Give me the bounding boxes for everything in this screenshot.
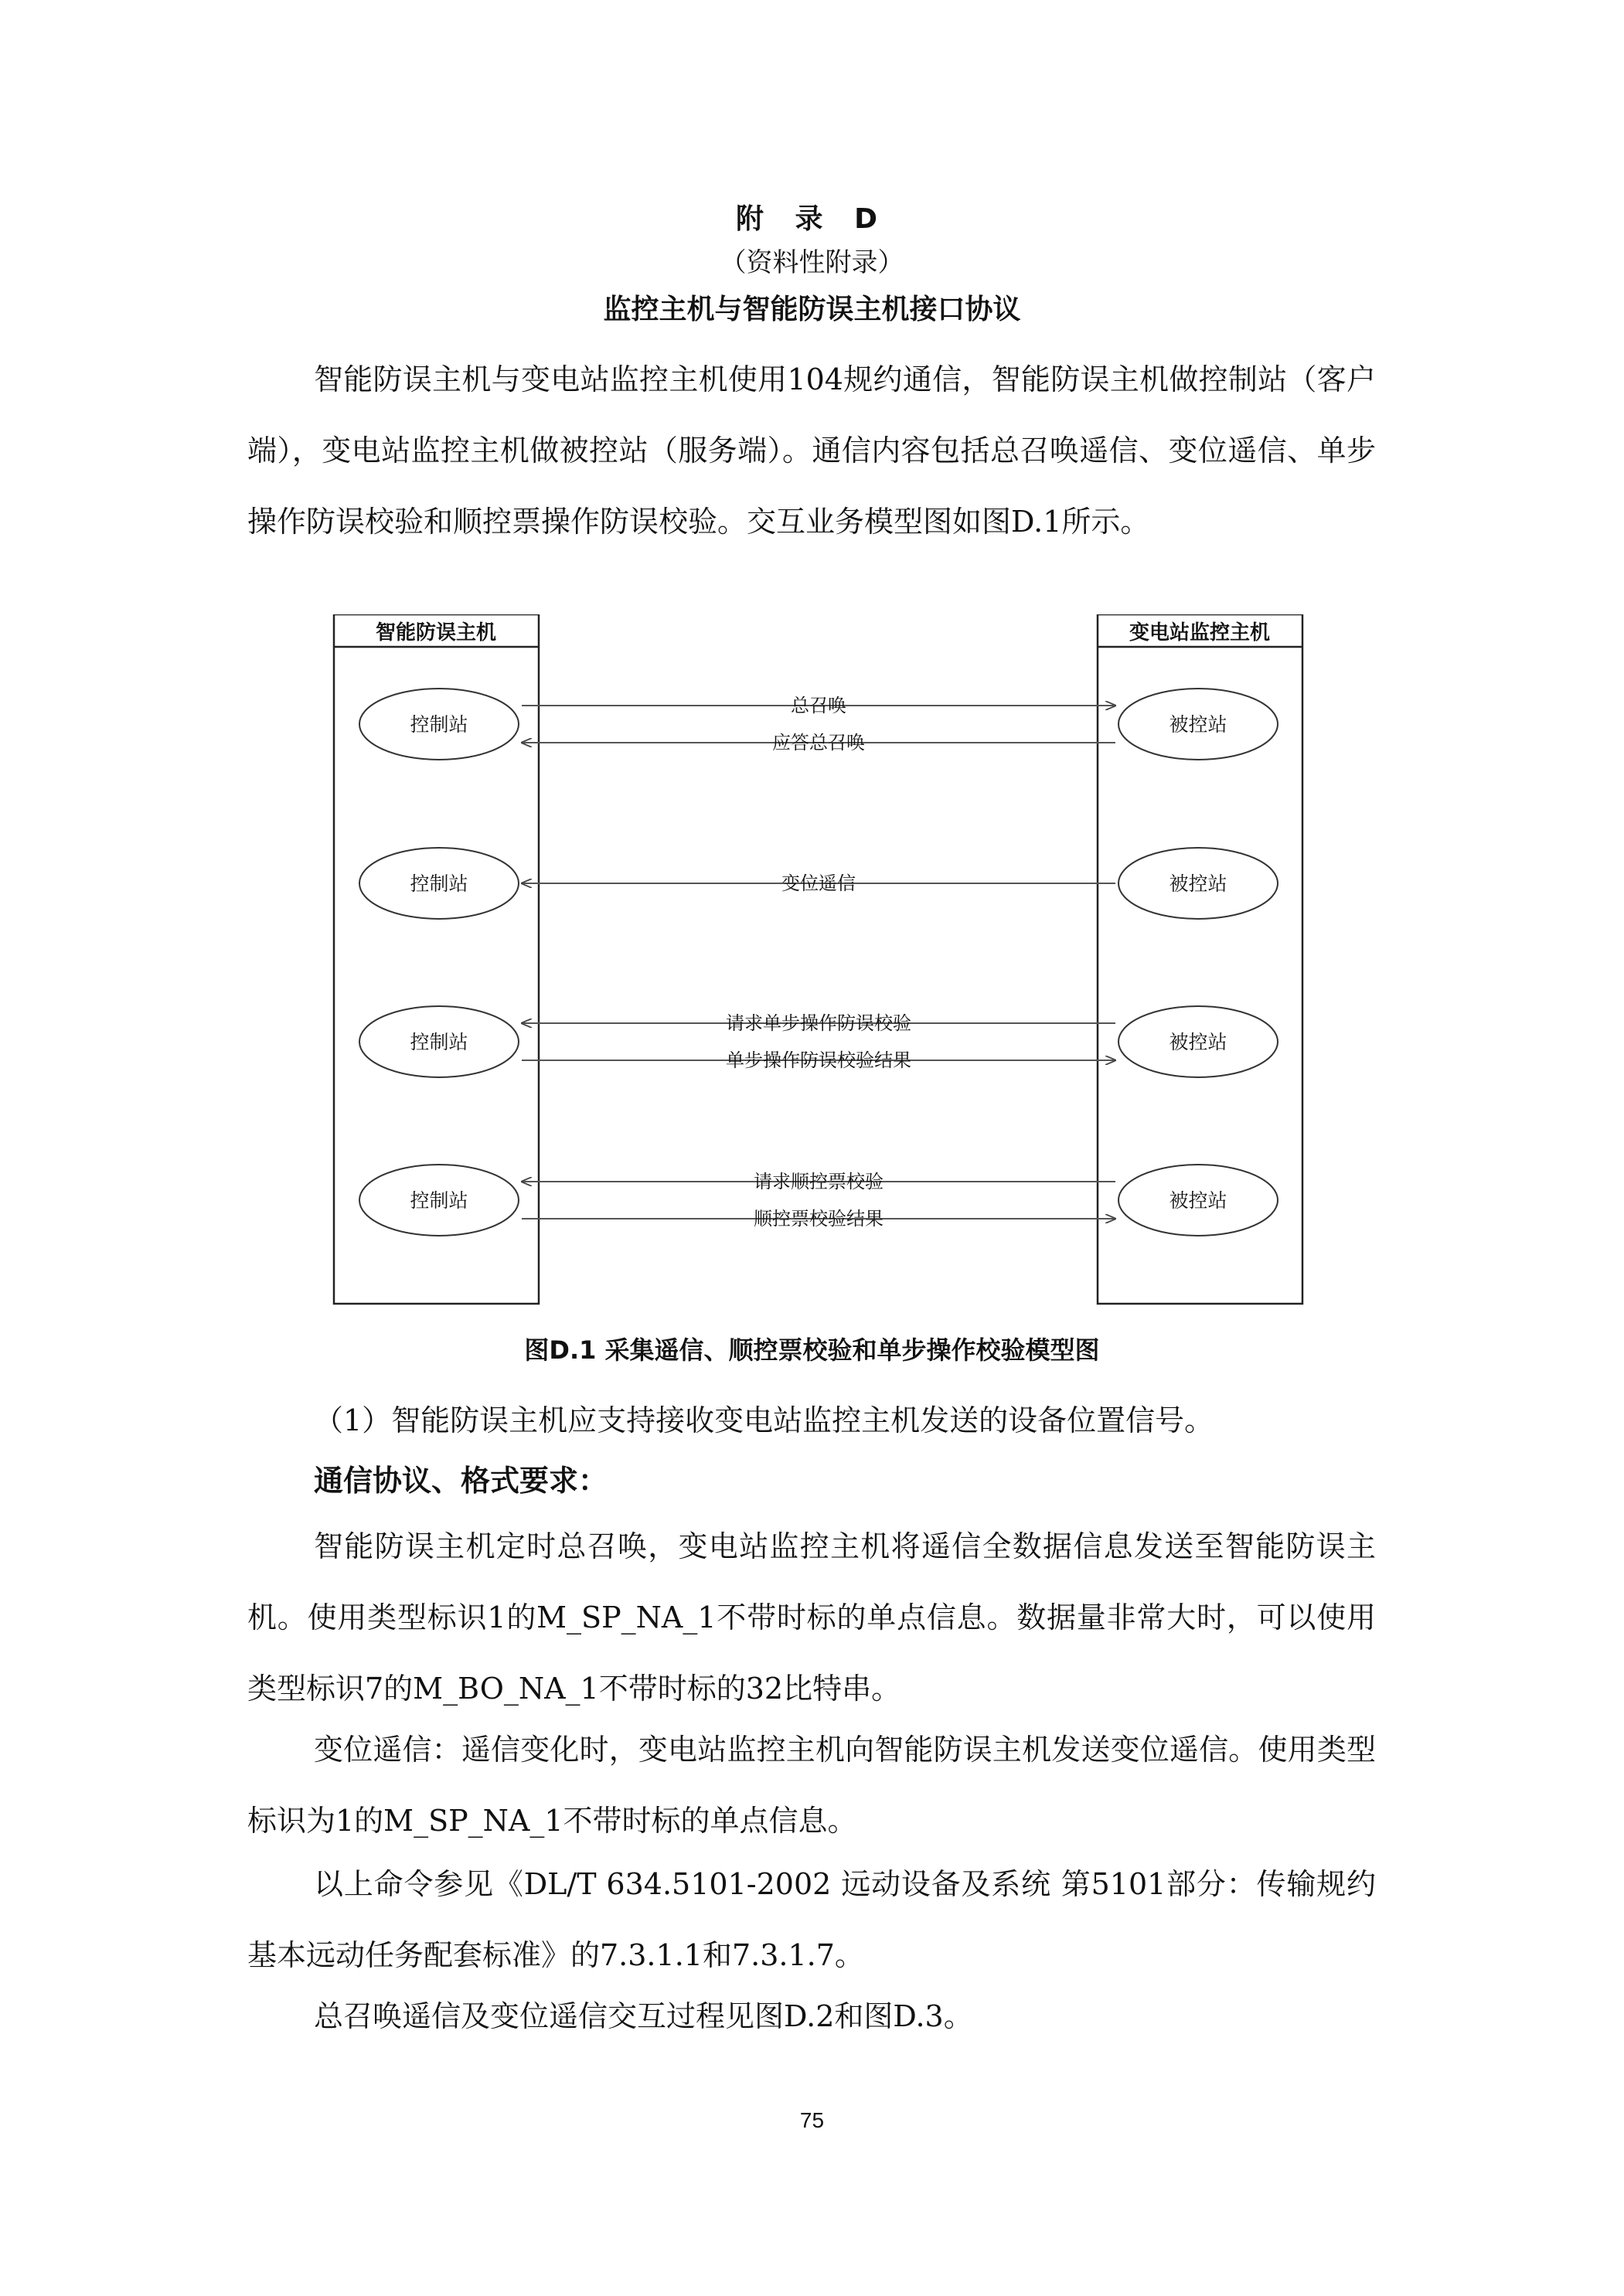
left-host-title: 智能防误主机 xyxy=(375,621,497,645)
control-station-label: 控制站 xyxy=(410,713,468,736)
protocol-heading: 通信协议、格式要求： xyxy=(314,1464,608,1498)
appendix-title: 附 录 D xyxy=(736,203,888,235)
message-label: 请求单步操作防误校验 xyxy=(726,1012,911,1034)
control-station-label: 控制站 xyxy=(410,872,468,895)
message-label: 应答总召唤 xyxy=(772,732,865,753)
controlled-station-label: 被控站 xyxy=(1169,872,1227,895)
exchange-row-3 xyxy=(359,1006,1278,1077)
control-station-label: 控制站 xyxy=(410,1031,468,1053)
controlled-station-label: 被控站 xyxy=(1169,1189,1227,1212)
exchange-row-4 xyxy=(359,1165,1278,1236)
paragraph-5: 以上命令参见《DL/T 634.5101-2002 远动设备及系统 第5101部分：传输规约 基本远动任务配套标准》的7.3.1.1和7.3.1.7。 xyxy=(247,1867,1376,1972)
message-label: 总召唤 xyxy=(791,695,846,716)
paragraph-1: （1）智能防误主机应支持接收变电站监控主机发送的设备位置信号。 xyxy=(314,1403,1214,1437)
controlled-station-label: 被控站 xyxy=(1169,713,1227,736)
paragraph-3: 智能防误主机定时总召唤，变电站监控主机将遥信全数据信息发送至智能防误主机。使用类型标识1的M_SP_NA_1不带时标的单点信息。数据量非常大时，可以使用类型标识7的M_BO_NA_1不带时标的32比特串。 xyxy=(247,1529,1376,1706)
message-label: 变位遥信 xyxy=(781,872,856,894)
figure-caption: 图D.1 采集遥信、顺控票校验和单步操作校验模型图 xyxy=(524,1335,1100,1365)
right-host-title: 变电站监控主机 xyxy=(1129,621,1271,645)
page-number: 75 xyxy=(799,2108,825,2132)
interaction-model-diagram xyxy=(325,614,1314,1310)
exchange-row-2 xyxy=(359,848,1278,919)
appendix-heading: 监控主机与智能防误主机接口协议 xyxy=(603,294,1021,325)
appendix-subtitle: （资料性附录） xyxy=(720,247,904,278)
paragraph-4: 变位遥信：遥信变化时，变电站监控主机向智能防误主机发送变位遥信。使用类型标识为1的M_SP_NA_1不带时标的单点信息。 xyxy=(247,1733,1376,1838)
control-station-label: 控制站 xyxy=(410,1189,468,1212)
controlled-station-label: 被控站 xyxy=(1169,1031,1227,1053)
exchange-row-1 xyxy=(359,689,1278,760)
message-label: 请求顺控票校验 xyxy=(754,1171,883,1192)
message-label: 顺控票校验结果 xyxy=(754,1208,883,1230)
paragraph-6: 总召唤遥信及变位遥信交互过程见图D.2和图D.3。 xyxy=(314,1999,973,2033)
intro-paragraph: 智能防误主机与变电站监控主机使用104规约通信，智能防误主机做控制站（客户端），变电站监控主机做被控站（服务端）。通信内容包括总召唤遥信、变位遥信、单步操作防误校验和顺控票操作防误校验。交互业务模型图如图D.1所示。 xyxy=(247,362,1376,539)
message-label: 单步操作防误校验结果 xyxy=(726,1049,911,1071)
